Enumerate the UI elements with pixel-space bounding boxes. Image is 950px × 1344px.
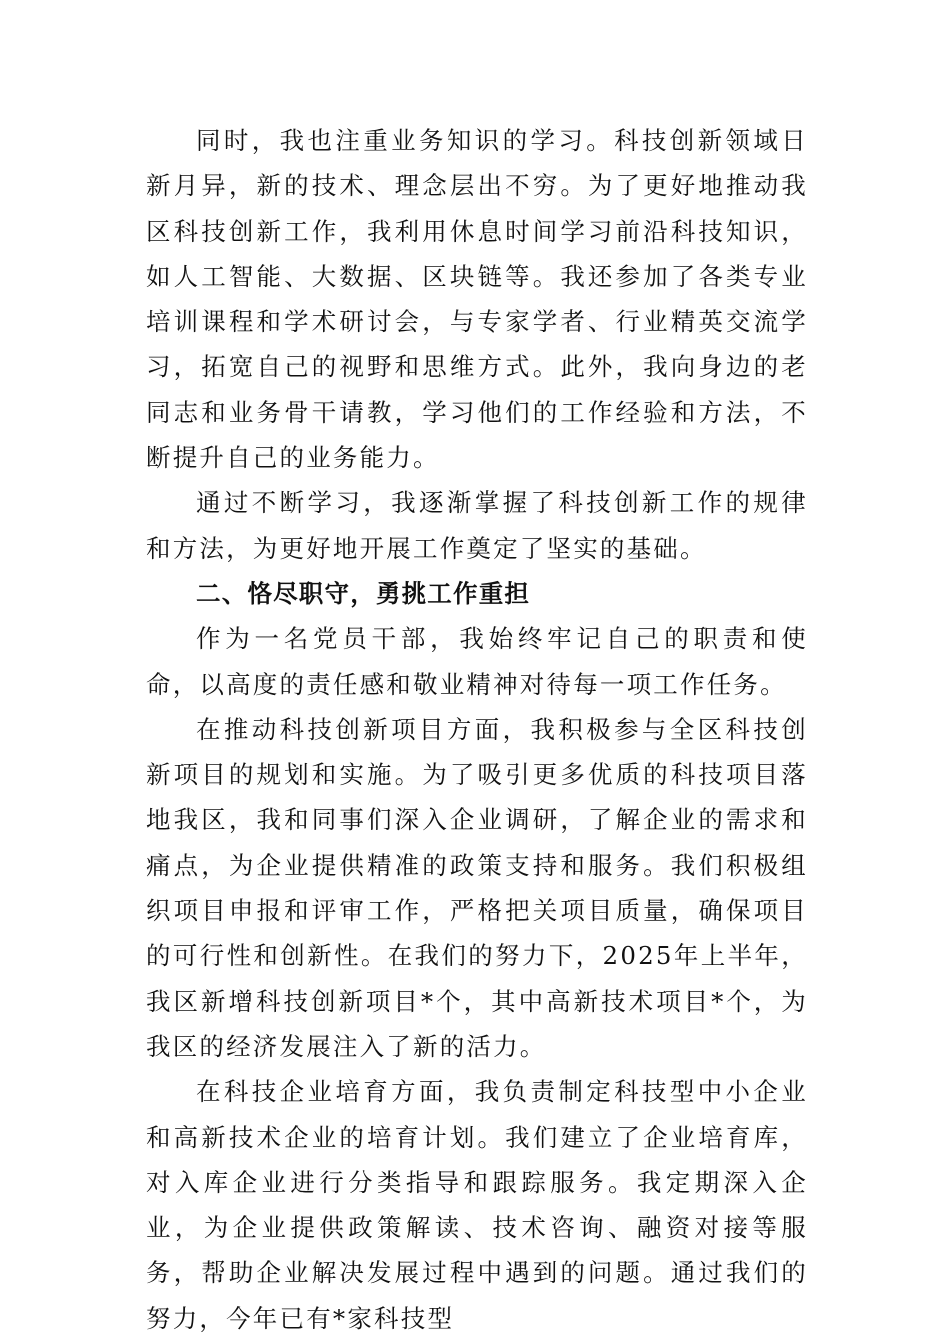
- paragraph-enterprise: 在科技企业培育方面，我负责制定科技型中小企业和高新技术企业的培育计划。我们建立了企业培育库，对入库企业进行分类指导和跟踪服务。我定期深入企业，为企业提供政策解读、技术咨询、融资对接等服务，帮助企业解决发展过程中遇到的问题。通过我们的努力，今年已有*家科技型: [146, 1077, 808, 1333]
- paragraph-study: 同时，我也注重业务知识的学习。科技创新领域日新月异，新的技术、理念层出不穷。为了更好地推动我区科技创新工作，我利用休息时间学习前沿科技知识，如人工智能、大数据、区块链等。我还参加了各类专业培训课程和学术研讨会，与专家学者、行业精英交流学习，拓宽自己的视野和思维方式。此外，我向身边的老同志和业务骨干请教，学习他们的工作经验和方法，不断提升自己的业务能力。: [146, 126, 808, 473]
- document-body: [146, 118, 808, 1341]
- paragraph-duty: 作为一名党员干部，我始终牢记自己的职责和使命，以高度的责任感和敬业精神对待每一项工作任务。: [146, 624, 808, 699]
- paragraph-study-result: 通过不断学习，我逐渐掌握了科技创新工作的规律和方法，为更好地开展工作奠定了坚实的基础。: [146, 488, 808, 563]
- section-heading: 二、恪尽职守，勇挑工作重担: [196, 578, 531, 608]
- paragraph-projects: 在推动科技创新项目方面，我积极参与全区科技创新项目的规划和实施。为了吸引更多优质的科技项目落地我区，我和同事们深入企业调研，了解企业的需求和痛点，为企业提供精准的政策支持和服务。我们积极组织项目申报和评审工作，严格把关项目质量，确保项目的可行性和创新性。在我们的努力下，2025年上半年，我区新增科技创新项目*个，其中高新技术项目*个，为我区的经济发展注入了新的活力。: [146, 714, 808, 1061]
